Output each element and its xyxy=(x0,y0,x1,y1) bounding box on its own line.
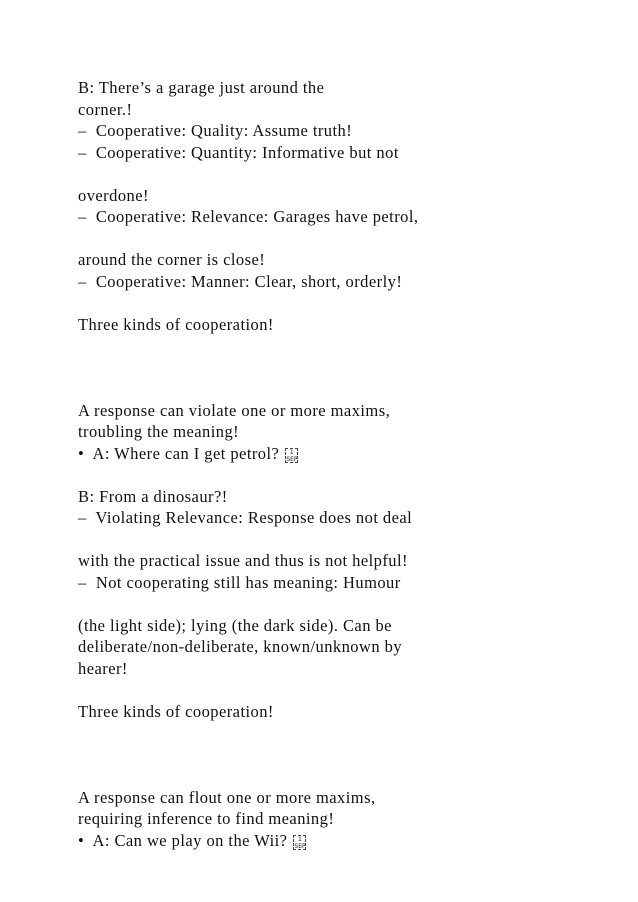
text-line: corner.! xyxy=(78,99,133,119)
text-line: A response can flout one or more maxims, xyxy=(78,787,376,807)
bullet-line: – Cooperative: Quantity: Informative but not xyxy=(78,142,399,162)
text-line: deliberate/non-deliberate, known/unknown by xyxy=(78,637,403,656)
separator-glyph-icon: 1 SEP xyxy=(286,448,298,463)
bullet-line: – Not cooperating still has meaning: Humour xyxy=(78,572,401,592)
blank-line xyxy=(78,464,618,486)
blank-line xyxy=(78,593,618,615)
text-line: (the light side); lying (the dark side). Can be xyxy=(78,615,392,635)
text-line: A response can violate one or more maxims, xyxy=(78,400,391,420)
blank-line xyxy=(78,292,618,314)
bullet-line: – Violating Relevance: Response does not deal xyxy=(78,508,413,527)
text-line: troubling the meaning! xyxy=(78,422,240,441)
text-line: B: There’s a garage just around the xyxy=(78,78,325,97)
blank-line xyxy=(78,163,618,185)
bullet-line: – Cooperative: Manner: Clear, short, orderly! xyxy=(78,271,403,291)
blank-space xyxy=(78,335,618,400)
text-line: overdone! xyxy=(78,185,149,205)
bullet-line: – Cooperative: Relevance: Garages have petrol, xyxy=(78,207,419,226)
bullet-line xyxy=(78,830,618,852)
text-line: B: From a dinosaur?! xyxy=(78,486,228,506)
bullet-text: • A: Can we play on the Wii? xyxy=(78,830,288,850)
blank-line xyxy=(78,529,618,551)
bullet-line: – Cooperative: Quality: Assume truth! xyxy=(78,121,353,140)
text-line: hearer! xyxy=(78,658,128,678)
text-line: around the corner is close! xyxy=(78,250,266,269)
separator-glyph-icon: 1 SEP xyxy=(294,835,306,850)
document-body xyxy=(78,77,618,851)
section-heading: Three kinds of cooperation! xyxy=(78,701,274,721)
blank-line xyxy=(78,679,618,701)
section-heading: Three kinds of cooperation! xyxy=(78,314,274,334)
text-line: with the practical issue and thus is not helpful! xyxy=(78,551,408,570)
text-line: requiring inference to find meaning! xyxy=(78,809,335,828)
bullet-line xyxy=(78,443,618,465)
blank-line xyxy=(78,228,618,250)
blank-space xyxy=(78,722,618,787)
bullet-text: • A: Where can I get petrol? xyxy=(78,443,280,463)
